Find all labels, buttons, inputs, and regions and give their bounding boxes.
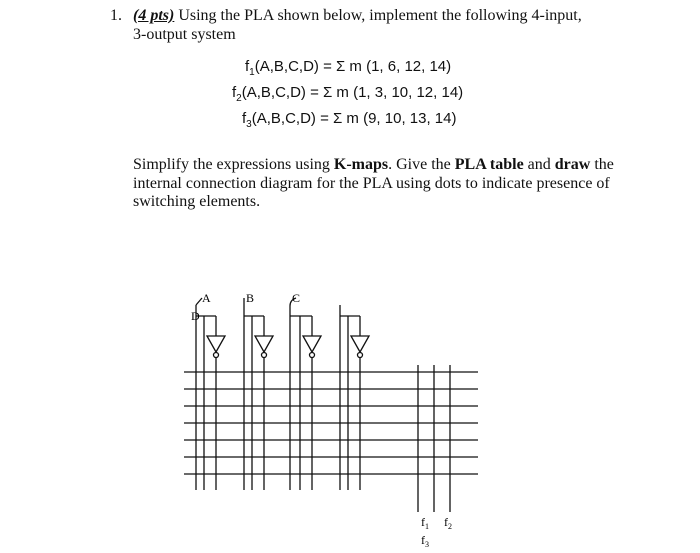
inverter-a xyxy=(207,336,225,352)
input-a-lines xyxy=(196,298,216,490)
inverter-b xyxy=(255,336,273,352)
inverter-c xyxy=(303,336,321,352)
output-label-f3: $f_3$ xyxy=(421,533,429,549)
inverter-d xyxy=(351,336,369,352)
input-c-lines xyxy=(290,298,312,490)
question-line-2: 3-output system xyxy=(133,26,236,43)
input-label-d: D xyxy=(191,309,200,323)
output-label-f1: $f_1$ xyxy=(421,515,429,531)
input-label-b: B xyxy=(246,291,255,305)
input-b-lines xyxy=(244,298,264,490)
instructions-line-2: internal connection diagram for the PLA using dots to indicate presence of xyxy=(133,175,610,192)
function-f2: $f_2(A,B,C,D) = \Sigma$ m (1, 3, 10, 12, 14) xyxy=(232,84,464,104)
input-d-lines xyxy=(340,305,360,490)
function-f1: $f_1(A,B,C,D) = \Sigma$ m (1, 6, 12, 14) xyxy=(245,58,452,78)
function-f3: $f_3(A,B,C,D) = \Sigma$ m (9, 10, 13, 14) xyxy=(242,110,457,130)
input-label-c: C xyxy=(292,291,301,305)
question-number: 1. xyxy=(110,7,122,24)
output-columns xyxy=(418,365,450,512)
instructions-line-1: Simplify the expressions using K-maps. Give the PLA table and draw the xyxy=(133,156,614,173)
output-label-f2: $f_2$ xyxy=(444,515,452,531)
points-label: (4 pts) xyxy=(133,7,175,24)
question-intro: Using the PLA shown below, implement the following 4-input, xyxy=(178,7,582,24)
instructions-line-3: switching elements. xyxy=(133,193,261,210)
input-label-a: A xyxy=(202,291,211,305)
